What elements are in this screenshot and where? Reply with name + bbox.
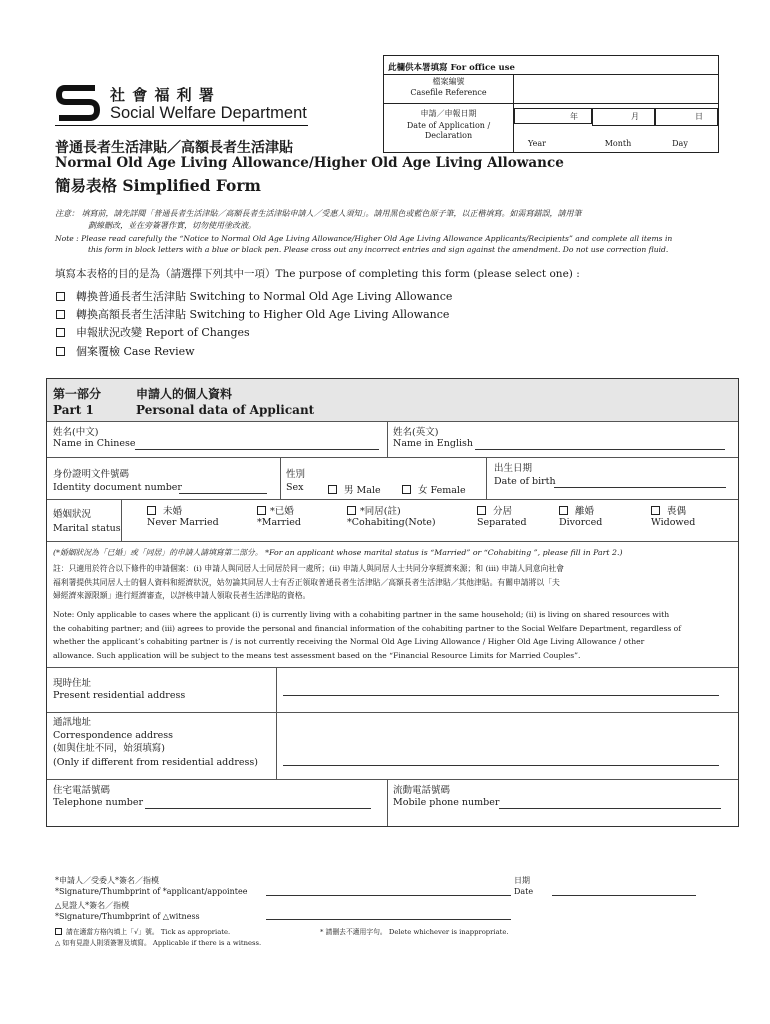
checkbox[interactable] — [559, 506, 568, 515]
checkbox[interactable] — [56, 347, 65, 356]
office-use-box — [383, 55, 719, 153]
month-label-en: Month — [604, 139, 632, 148]
purpose-option-label: 轉換普通長者生活津貼 Switching to Normal Old Age Living Allowance — [76, 290, 453, 303]
divider — [280, 457, 281, 499]
form-title-zh: 普通長者生活津貼／高額長者生活津貼 — [55, 140, 293, 156]
marital-note-en-line: whether the applicant’s cohabiting partner is / is not currently receiving the Normal Old Age Living Allowance / Higher Old Age Living Allowance / other — [53, 637, 645, 646]
applicant-signature-field[interactable] — [266, 886, 511, 896]
part1-head-zh-b: 申請人的個人資料 — [136, 387, 233, 401]
marital-note-en-line: allowance. Such application will be subject to the means test assessment based on the “Financial Resource Limits for Married Couples”. — [53, 650, 581, 660]
part1-table — [46, 378, 739, 827]
marital-option-label-zh: *同居(註) — [360, 506, 401, 517]
marital-option-label-en: Widowed — [651, 517, 696, 528]
marital-option-label-en: *Cohabiting(Note) — [347, 517, 436, 528]
name-zh-label-zh: 姓名(中文) — [53, 427, 99, 438]
day-field[interactable] — [654, 108, 718, 126]
part1-head-zh-a: 第一部分 — [53, 387, 102, 401]
month-label-zh: 月 — [631, 112, 639, 121]
dob-label-zh: 出生日期 — [494, 463, 533, 474]
logo-rule — [55, 125, 308, 126]
part1-head-en-b: Personal data of Applicant — [136, 403, 315, 417]
tel-label-en: Telephone number — [53, 797, 144, 808]
date-label-en-1: Date of Application / — [406, 121, 491, 130]
id-label-zh: 身份證明文件號碼 — [53, 469, 130, 480]
residential-address-field[interactable] — [283, 684, 719, 696]
correspondence-labels — [53, 716, 258, 769]
day-label-zh: 日 — [695, 112, 703, 121]
swd-logo-icon — [55, 80, 101, 124]
name-chinese-field[interactable] — [135, 438, 379, 450]
name-en-label-en: Name in English — [393, 438, 474, 449]
marital-option-label-zh: *已婚 — [270, 506, 294, 517]
marital-option-cohabiting[interactable] — [347, 503, 447, 517]
marital-label-en: Marital status — [53, 523, 121, 534]
sex-female-option[interactable] — [402, 482, 466, 496]
marital-option-label-en: *Married — [257, 517, 301, 528]
correspondence-address-field[interactable] — [283, 754, 719, 766]
correspondence-label-zh: 通訊地址 — [53, 717, 92, 728]
marital-note-zh — [53, 562, 564, 603]
witness-label-en: *Signature/Thumbprint of △witness — [55, 912, 200, 921]
checkbox[interactable] — [402, 485, 411, 494]
marital-option-label-zh: 喪偶 — [667, 506, 687, 517]
date-label-zh: 申請／申報日期 — [420, 109, 477, 118]
marital-note-zh-line: 註：只適用於符合以下條件的申請個案：(i) 申請人與同居人士同居於同一處所；(ii) 申請人與同居人士共同分享經濟來源；和 (iii) 申請人同意向社會 — [53, 564, 564, 573]
date-label-en-2: Declaration — [424, 131, 473, 140]
purpose-option-report-changes[interactable] — [56, 324, 452, 342]
checkbox[interactable] — [56, 292, 65, 301]
signature-label-en: *Signature/Thumbprint of *applicant/appointee — [55, 887, 248, 896]
checkbox[interactable] — [477, 506, 486, 515]
signature-label-zh: *申請人／受委人*簽名／指模 — [55, 876, 159, 885]
purpose-option-label: 申報狀況改變 Report of Changes — [76, 326, 250, 340]
dob-label-en: Date of birth — [494, 476, 556, 487]
footnote-delete: * 請刪去不適用字句。 Delete whichever is inappropriate. — [320, 928, 509, 936]
sex-label-en: Sex — [286, 482, 304, 493]
witness-label-zh: △見證人*簽名／指模 — [55, 901, 130, 910]
marital-option-label-en: Divorced — [559, 517, 603, 528]
purpose-option-noala[interactable] — [56, 288, 452, 306]
address-label-zh: 現時住址 — [53, 678, 92, 689]
checkbox[interactable] — [56, 310, 65, 319]
checkbox[interactable] — [257, 506, 266, 515]
checkbox[interactable] — [347, 506, 356, 515]
marital-option-divorced[interactable] — [559, 503, 639, 517]
divider — [387, 421, 388, 457]
purpose-option-label: 轉換高額長者生活津貼 Switching to Higher Old Age Living Allowance — [76, 308, 450, 322]
casefile-label-en: Casefile Reference — [410, 88, 487, 97]
marital-option-label-zh: 分居 — [493, 506, 513, 517]
correspondence-label-en: Correspondence address — [53, 730, 174, 742]
sex-label-zh: 性別 — [286, 469, 306, 480]
correspondence-note-en: (Only if different from residential address) — [53, 756, 258, 768]
purpose-option-case-review[interactable] — [56, 343, 452, 361]
marital-option-widowed[interactable] — [651, 503, 731, 517]
footnote-witness: △ 如有見證人則須簽署及填寫。 Applicable if there is a witness. — [55, 939, 262, 947]
note-zh-2: 劃線刪改，並在旁簽署作實，切勿使用塗改液。 — [88, 221, 256, 230]
correspondence-note-zh: (如與住址不同，始須填寫) — [53, 743, 165, 755]
year-label-zh: 年 — [570, 112, 578, 121]
year-field[interactable] — [514, 108, 592, 124]
mobile-label-zh: 流動電話號碼 — [393, 785, 451, 796]
address-label-en: Present residential address — [53, 690, 186, 701]
marital-option-label-zh: 離婚 — [575, 506, 595, 517]
form-title-en: Normal Old Age Living Allowance/Higher Old Age Living Allowance — [55, 155, 564, 171]
note-en-2: this form in block letters with a blue or black pen. Please cross out any incorrect entries and sign against the amendment. Do not use correction fluid. — [88, 245, 669, 254]
year-label-en: Year — [528, 139, 546, 148]
name-en-label-zh: 姓名(英文) — [393, 427, 439, 438]
marital-option-married[interactable] — [257, 503, 337, 517]
date-label-zh: 日期 — [514, 876, 530, 885]
marital-note-en-line: Note: Only applicable to cases where the applicant (i) is currently living with a cohabiting partner in the same household; (ii) is living on shared resources with — [53, 610, 670, 619]
purpose-option-label: 個案覆檢 Case Review — [76, 344, 195, 358]
sex-female-label: 女 Female — [418, 485, 466, 496]
sex-male-label: 男 Male — [344, 485, 381, 496]
id-number-field[interactable] — [179, 482, 267, 494]
note-zh-1: 注意： 填寫前，請先詳閱「普通長者生活津貼／高額長者生活津貼申請人／受惠人須知」。請用黑色或藍色原子筆，以正楷填寫。如需寫錯誤，請用筆 — [55, 209, 582, 218]
name-english-field[interactable] — [475, 438, 725, 450]
checkbox[interactable] — [651, 506, 660, 515]
checkbox[interactable] — [56, 328, 65, 337]
dept-name-en: Social Welfare Department — [110, 104, 307, 122]
checkbox[interactable] — [147, 506, 156, 515]
marital-note-en-line: the cohabiting partner; and (iii) agrees to provide the personal and financial information of the cohabiting partner to the Social Welfare Department, regardless of — [53, 623, 682, 633]
marital-option-label-en: Separated — [477, 517, 527, 528]
footnote-tick — [55, 926, 230, 936]
marital-option-never-married[interactable] — [147, 503, 227, 517]
purpose-question: 填寫本表格的目的是為（請選擇下列其中一項）The purpose of completing this form (please select one) : — [55, 268, 580, 280]
purpose-option-hoala[interactable] — [56, 306, 452, 324]
form-subtitle: 簡易表格 Simplified Form — [55, 176, 261, 195]
casefile-label-zh: 檔案編號 — [432, 77, 465, 86]
signature-date-field[interactable] — [552, 886, 696, 896]
marital-note-zh-line: 福利署提供其同居人士的個人資料和經濟狀況，姑勿論其同居人士有否正領取普通長者生活津貼／高額長者生活津貼／其他津貼。有關申請將以「夫 — [53, 577, 560, 587]
marital-option-separated[interactable] — [477, 503, 557, 517]
mobile-field[interactable] — [499, 797, 721, 809]
footnote-tick-text: 請在適當方格內填上「√」號。 Tick as appropriate. — [66, 928, 231, 936]
mobile-label-en: Mobile phone number — [393, 797, 500, 808]
office-use-title: 此欄供本署填寫 For office use — [384, 56, 718, 75]
star-line: (*婚姻狀況為「已婚」或「同居」的申請人請填寫第二部分。 *For an applicant whose marital status is “Married” or “Cohabiting ”, please fill in Part 2.) — [53, 548, 623, 557]
tel-label-zh: 住宅電話號碼 — [53, 785, 111, 796]
part1-head-en-a: Part 1 — [53, 403, 94, 417]
dept-name-zh: 社 會 福 利 署 — [110, 86, 215, 104]
witness-signature-field[interactable] — [266, 910, 511, 920]
day-label-en: Day — [672, 139, 688, 148]
id-label-en: Identity document number — [53, 482, 182, 493]
marital-note-zh-line: 婦經濟來源限額」進行經濟審查，以評核申請人領取長者生活津貼的資格。 — [53, 591, 311, 600]
marital-option-label-en: Never Married — [147, 517, 219, 528]
sex-male-option[interactable] — [328, 482, 381, 496]
name-zh-label-en: Name in Chinese — [53, 438, 136, 449]
divider — [486, 457, 487, 499]
marital-note-en — [53, 608, 681, 662]
marital-label-zh: 婚姻狀況 — [53, 509, 92, 520]
checkbox[interactable] — [328, 485, 337, 494]
purpose-options — [56, 288, 452, 361]
month-field[interactable] — [592, 108, 656, 126]
checkbox-icon — [55, 928, 62, 935]
marital-option-label-zh: 未婚 — [163, 506, 183, 517]
dob-field[interactable] — [554, 476, 726, 488]
divider — [121, 499, 122, 541]
divider — [387, 779, 388, 826]
note-en-1: Note : Please read carefully the “Notice to Normal Old Age Living Allowance/Higher Old Age Living Allowance Applicants/Recipients” and complete all items in — [55, 234, 673, 243]
date-label-en: Date — [514, 887, 534, 896]
telephone-field[interactable] — [145, 797, 371, 809]
